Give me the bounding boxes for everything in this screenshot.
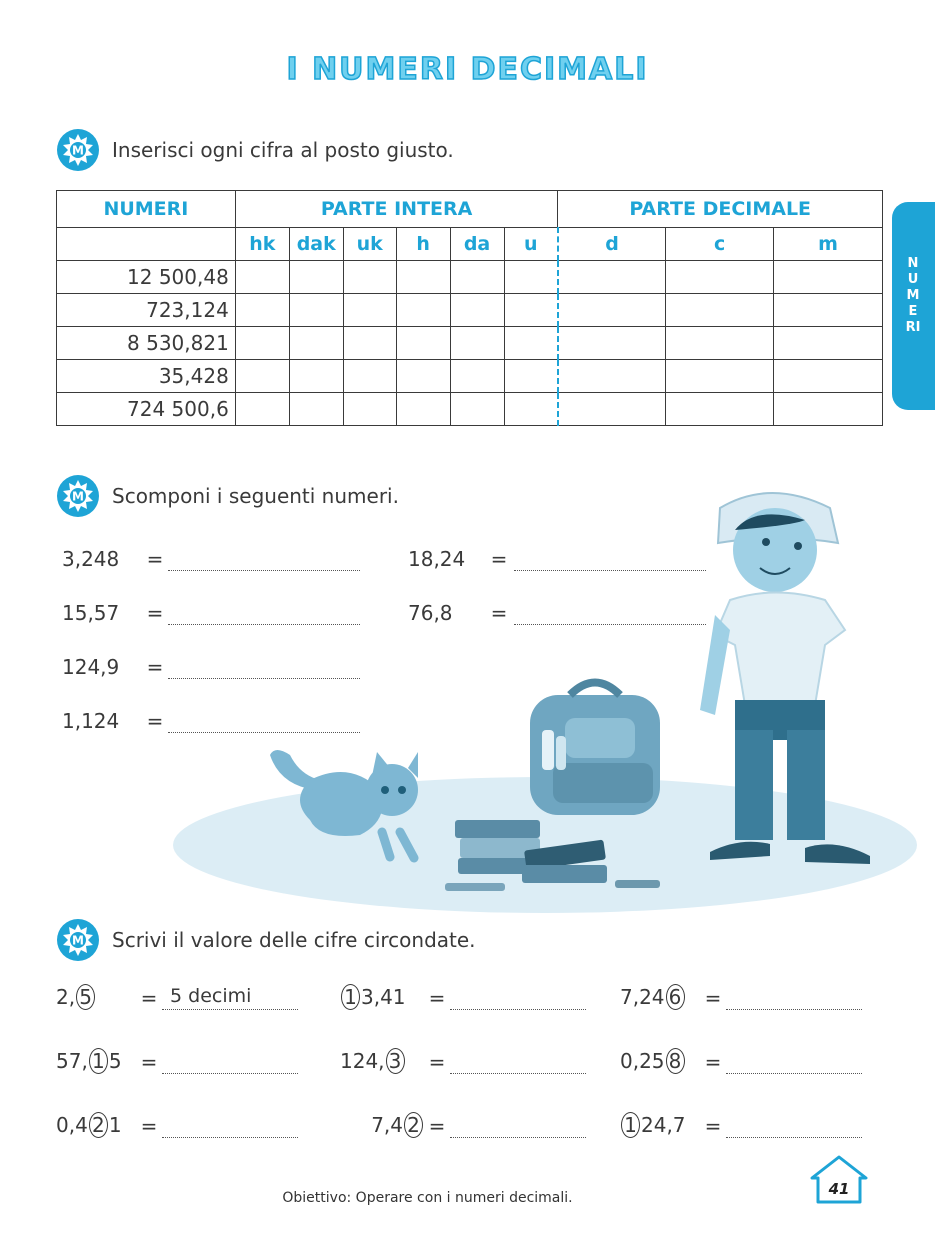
equals-sign: =: [146, 547, 164, 571]
table-row: [57, 360, 883, 393]
digit-cell[interactable]: [450, 393, 504, 426]
digit-cell[interactable]: [343, 393, 396, 426]
number-cell: 8 530,821: [57, 327, 236, 360]
answer-line[interactable]: [168, 708, 360, 733]
equals-sign: =: [704, 986, 722, 1010]
page-title: I NUMERI DECIMALI: [286, 52, 649, 87]
circled-digit: 1: [621, 1112, 640, 1138]
digit-cell[interactable]: [558, 393, 666, 426]
digit-value-row: [620, 1112, 862, 1138]
decompose-row: [62, 546, 360, 571]
section-tab: [892, 202, 935, 410]
number-prefix: 124,: [340, 1049, 385, 1073]
digit-cell[interactable]: [343, 294, 396, 327]
circled-number: [620, 1112, 700, 1138]
digit-cell[interactable]: [289, 327, 343, 360]
circled-number: [340, 984, 424, 1010]
decompose-number: 18,24: [408, 547, 466, 571]
decompose-number: 1,124: [62, 709, 120, 733]
digit-cell[interactable]: [666, 327, 774, 360]
col-h: h: [396, 228, 450, 261]
digit-cell[interactable]: [504, 393, 558, 426]
answer-line[interactable]: [162, 1049, 298, 1074]
circled-number: [56, 984, 136, 1010]
digit-cell[interactable]: [235, 393, 289, 426]
digit-cell[interactable]: [450, 327, 504, 360]
digit-cell[interactable]: [396, 327, 450, 360]
equals-sign: =: [490, 547, 508, 571]
circled-digit: 1: [89, 1048, 108, 1074]
digit-value-row: [340, 984, 586, 1010]
m-badge-icon: [56, 918, 100, 962]
answer-line[interactable]: [450, 1113, 586, 1138]
circled-digit: 6: [666, 984, 685, 1010]
digit-cell[interactable]: [343, 360, 396, 393]
footer-objective: Obiettivo: Operare con i numeri decimali.: [282, 1190, 573, 1206]
equals-sign: =: [428, 1050, 446, 1074]
digit-cell[interactable]: [235, 294, 289, 327]
digit-cell[interactable]: [666, 261, 774, 294]
digit-cell[interactable]: [504, 294, 558, 327]
number-prefix: 57,: [56, 1049, 88, 1073]
digit-cell[interactable]: [558, 261, 666, 294]
digit-cell[interactable]: [504, 360, 558, 393]
col-u: u: [504, 228, 558, 261]
number-cell: 12 500,48: [57, 261, 236, 294]
m-badge-icon: [56, 474, 100, 518]
circled-digit: 3: [386, 1048, 405, 1074]
decompose-row: [62, 708, 360, 733]
number-prefix: 0,25: [620, 1049, 665, 1073]
header-blank: [57, 228, 236, 261]
number-cell: 724 500,6: [57, 393, 236, 426]
decompose-number: 76,8: [408, 601, 453, 625]
equals-sign: =: [428, 1114, 446, 1138]
header-parte-intera: PARTE INTERA: [235, 191, 558, 228]
equals-sign: =: [146, 601, 164, 625]
page-number: 41: [828, 1180, 850, 1198]
equals-sign: =: [140, 986, 158, 1010]
table-row: [57, 261, 883, 294]
number-cell: 35,428: [57, 360, 236, 393]
digit-cell[interactable]: [289, 360, 343, 393]
col-hk: hk: [235, 228, 289, 261]
svg-text:M: M: [72, 933, 84, 948]
table-row: [57, 393, 883, 426]
answer-text: 5 decimi: [170, 985, 252, 1007]
digit-cell[interactable]: [558, 327, 666, 360]
answer-line[interactable]: [514, 600, 706, 625]
col-da: da: [450, 228, 504, 261]
digit-value-row: [620, 984, 862, 1010]
decompose-row: [408, 600, 706, 625]
digit-cell[interactable]: [343, 327, 396, 360]
equals-sign: =: [146, 655, 164, 679]
col-uk: uk: [343, 228, 396, 261]
equals-sign: =: [428, 986, 446, 1010]
digit-cell[interactable]: [235, 360, 289, 393]
exercise1-instruction: [56, 128, 454, 172]
instruction-text: Scomponi i seguenti numeri.: [112, 484, 399, 508]
circled-number: [620, 984, 700, 1010]
equals-sign: =: [704, 1050, 722, 1074]
digit-value-row: [56, 1112, 298, 1138]
decompose-number: 124,9: [62, 655, 120, 679]
col-d: d: [558, 228, 666, 261]
number-cell: 723,124: [57, 294, 236, 327]
digit-cell[interactable]: [774, 360, 883, 393]
equals-sign: =: [704, 1114, 722, 1138]
answer-line[interactable]: [514, 546, 706, 571]
number-suffix: 24,7: [641, 1113, 686, 1137]
digit-cell[interactable]: [396, 393, 450, 426]
circled-digit: 2: [404, 1112, 423, 1138]
header-parte-decimale: PARTE DECIMALE: [558, 191, 883, 228]
answer-line[interactable]: [168, 600, 360, 625]
digit-cell[interactable]: [774, 261, 883, 294]
instruction-text: Inserisci ogni cifra al posto giusto.: [112, 138, 454, 162]
digit-cell[interactable]: [504, 261, 558, 294]
digit-cell[interactable]: [396, 294, 450, 327]
decompose-number: 15,57: [62, 601, 120, 625]
digit-value-row: [340, 1048, 586, 1074]
circled-number: [56, 1112, 136, 1138]
m-badge-icon: [56, 128, 100, 172]
digit-cell[interactable]: [289, 393, 343, 426]
instruction-text: Scrivi il valore delle cifre circondate.: [112, 928, 476, 952]
place-value-table: [56, 190, 883, 426]
digit-value-row: [56, 984, 298, 1010]
circled-number: [340, 1112, 424, 1138]
answer-line[interactable]: [162, 985, 298, 1010]
circled-number: [340, 1048, 424, 1074]
digit-cell[interactable]: [450, 360, 504, 393]
equals-sign: =: [140, 1114, 158, 1138]
number-suffix: 5: [108, 1049, 122, 1073]
digit-cell[interactable]: [774, 393, 883, 426]
digit-cell[interactable]: [235, 261, 289, 294]
circled-digit: 8: [666, 1048, 685, 1074]
number-prefix: 7,24: [620, 985, 665, 1009]
digit-cell[interactable]: [450, 294, 504, 327]
answer-line[interactable]: [168, 654, 360, 679]
equals-sign: =: [490, 601, 508, 625]
digit-value-row: [340, 1112, 586, 1138]
svg-text:M: M: [72, 489, 84, 504]
decompose-row: [408, 546, 706, 571]
page-number-badge: [808, 1152, 870, 1206]
decompose-row: [62, 654, 360, 679]
digit-cell[interactable]: [774, 327, 883, 360]
digit-cell[interactable]: [343, 261, 396, 294]
digit-cell[interactable]: [396, 360, 450, 393]
table-row: [57, 327, 883, 360]
digit-cell[interactable]: [666, 393, 774, 426]
answer-line[interactable]: [162, 1113, 298, 1138]
number-suffix: 1: [108, 1113, 122, 1137]
digit-cell[interactable]: [666, 360, 774, 393]
circled-digit: 2: [89, 1112, 108, 1138]
digit-cell[interactable]: [666, 294, 774, 327]
svg-text:M: M: [72, 143, 84, 158]
equals-sign: =: [146, 709, 164, 733]
number-prefix: 2,: [56, 985, 76, 1009]
col-m: m: [774, 228, 883, 261]
answer-line[interactable]: [450, 985, 586, 1010]
circled-digit: 1: [341, 984, 360, 1010]
equals-sign: =: [140, 1050, 158, 1074]
digit-cell[interactable]: [450, 261, 504, 294]
digit-cell[interactable]: [235, 327, 289, 360]
section-tab-label: NUMERI: [905, 256, 921, 335]
answer-line[interactable]: [726, 985, 862, 1010]
col-dak: dak: [289, 228, 343, 261]
circled-number: [56, 1048, 136, 1074]
circled-digit: 5: [76, 984, 95, 1010]
decompose-number: 3,248: [62, 547, 120, 571]
exercise3-instruction: [56, 918, 476, 962]
decompose-row: [62, 600, 360, 625]
table-row: [57, 294, 883, 327]
answer-line[interactable]: [168, 546, 360, 571]
digit-cell[interactable]: [774, 294, 883, 327]
answer-line[interactable]: [726, 1049, 862, 1074]
backpack-icon: [530, 683, 660, 816]
digit-cell[interactable]: [289, 294, 343, 327]
digit-cell[interactable]: [289, 261, 343, 294]
digit-cell[interactable]: [396, 261, 450, 294]
header-numeri: NUMERI: [57, 191, 236, 228]
digit-cell[interactable]: [558, 360, 666, 393]
answer-line[interactable]: [726, 1113, 862, 1138]
number-prefix: 7,4: [371, 1113, 403, 1137]
digit-value-row: [56, 1048, 298, 1074]
digit-cell[interactable]: [504, 327, 558, 360]
digit-value-row: [620, 1048, 862, 1074]
answer-line[interactable]: [450, 1049, 586, 1074]
number-prefix: 0,4: [56, 1113, 88, 1137]
number-suffix: 3,41: [361, 985, 406, 1009]
boy-cat-backpack-illustration: [170, 460, 920, 920]
digit-cell[interactable]: [558, 294, 666, 327]
col-c: c: [666, 228, 774, 261]
circled-number: [620, 1048, 700, 1074]
